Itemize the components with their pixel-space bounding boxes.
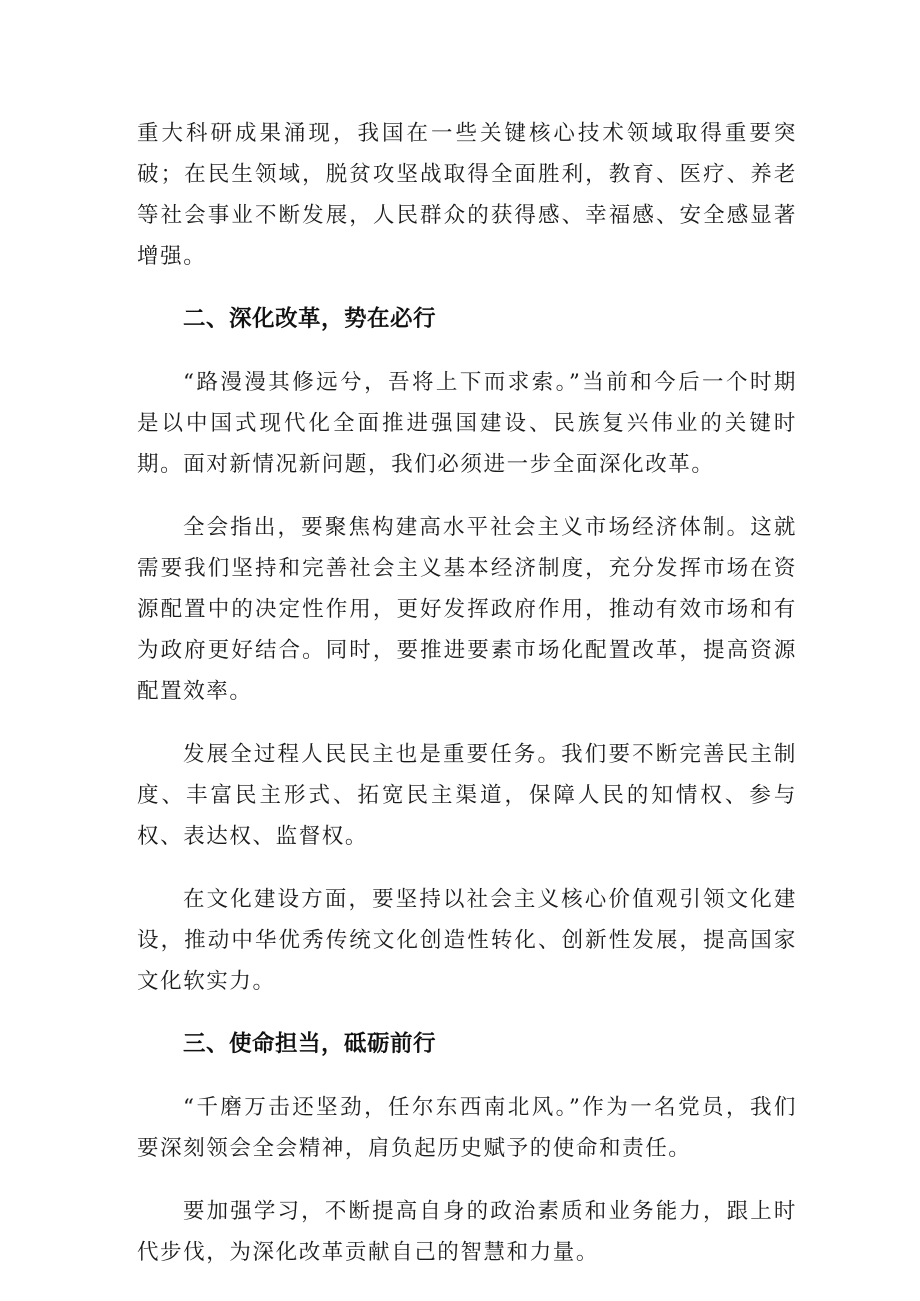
spacer xyxy=(137,712,797,734)
paragraph-3-2: 要加强学习，不断提高自身的政治素质和业务能力，跟上时代步伐，为深化改革贡献自己的智慧和力量。 xyxy=(137,1199,797,1265)
spacer xyxy=(137,277,797,299)
paragraph-2-2: 全会指出，要聚焦构建高水平社会主义市场经济体制。这就需要我们坚持和完善社会主义基本经济制度，充分发挥市场在资源配置中的决定性作用，更好发挥政府作用，推动有效市场和有为政府更好结合。同时，要推进要素市场化配置改革，提高资源配置效率。 xyxy=(137,515,797,704)
section-heading-3: 三、使命担当，砥砺前行 xyxy=(183,1031,437,1057)
spacer xyxy=(137,485,797,507)
paragraph-intro-continued: 重大科研成果涌现，我国在一些关键核心技术领域取得重要突破；在民生领域，脱贫攻坚战取得全面胜利，教育、医疗、养老等社会事业不断发展，人民群众的获得感、幸福感、安全感显著增强。 xyxy=(137,121,797,269)
spacer xyxy=(137,340,797,362)
spacer xyxy=(137,857,797,879)
paragraph-3-1: “千磨万击还坚劲，任尔东西南北风。”作为一名党员，我们要深刻领会全会精神，肩负起历史赋予的使命和责任。 xyxy=(137,1095,797,1161)
spacer xyxy=(137,1002,797,1024)
paragraph-2-4: 在文化建设方面，要坚持以社会主义核心价值观引领文化建设，推动中华优秀传统文化创造性转化、创新性发展，提高国家文化软实力。 xyxy=(137,887,797,994)
paragraph-2-1: “路漫漫其修远兮，吾将上下而求索。”当前和今后一个时期是以中国式现代化全面推进强国建设、民族复兴伟业的关键时期。面对新情况新问题，我们必须进一步全面深化改革。 xyxy=(137,370,797,477)
document-body xyxy=(137,113,797,1273)
paragraph-2-3: 发展全过程人民民主也是重要任务。我们要不断完善民主制度、丰富民主形式、拓宽民主渠道，保障人民的知情权、参与权、表达权、监督权。 xyxy=(137,742,797,849)
section-heading-2: 二、深化改革，势在必行 xyxy=(183,306,437,332)
spacer xyxy=(137,1065,797,1087)
spacer xyxy=(137,1169,797,1191)
